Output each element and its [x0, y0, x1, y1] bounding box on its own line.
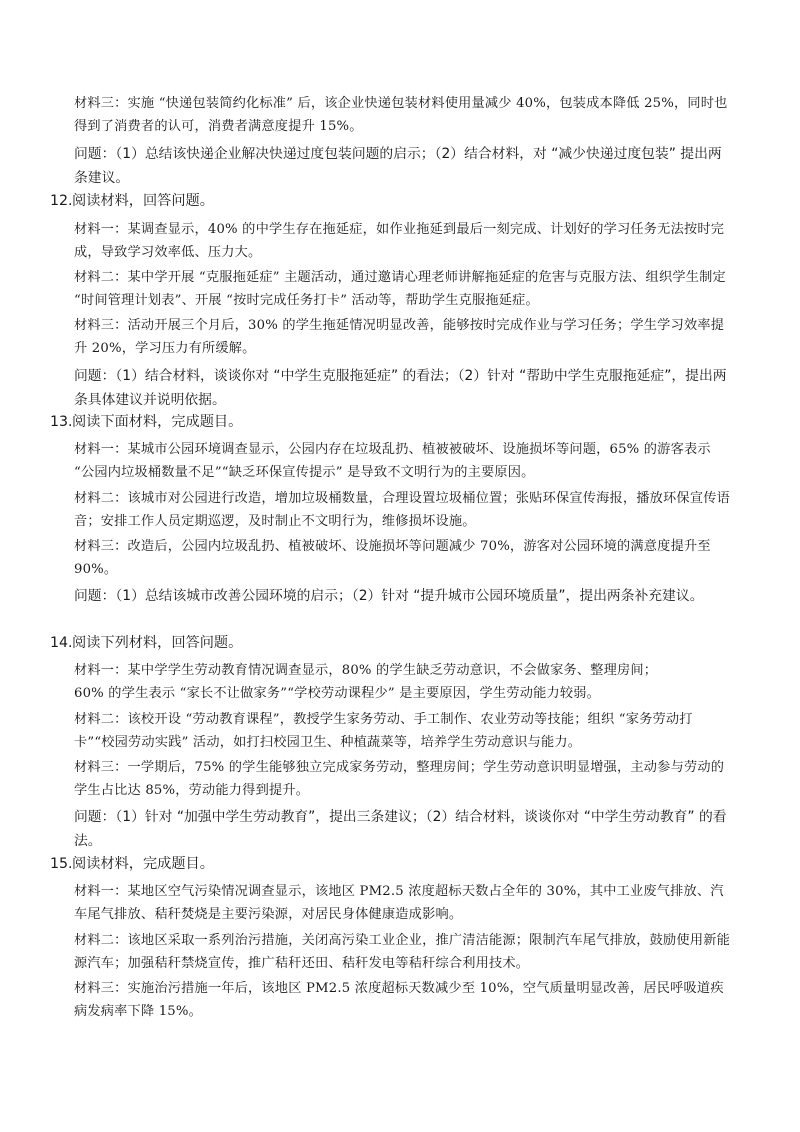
- q14-material3: 材料三：一学期后，75% 的学生能够独立完成家务劳动，整理房间；学生劳动意识明显增强，主动参与劳动的学生占比达 85%，劳动能力得到提升。: [74, 760, 725, 798]
- q12-heading: [50, 189, 214, 213]
- q14-heading: [50, 631, 242, 655]
- q11-question: 问题：（1）总结该快递企业解决快递过度包装问题的启示；（2）结合材料，对 “减少快递过度包装” 提出两条建议。: [74, 146, 722, 186]
- q12-material1: 材料一：某调查显示，40% 的中学生存在拖延症，如作业拖延到最后一刻完成、计划好的学习任务无法按时完成，导致学习效率低、压力大。: [74, 222, 725, 260]
- q15-number: 15.: [50, 856, 73, 872]
- q13-question: 问题：（1）总结该城市改善公园环境的启示；（2）针对 “提升城市公园环境质量”，提出两条补充建议。: [74, 588, 704, 604]
- q13-heading: [50, 410, 242, 434]
- q12-material3: 材料三：活动开展三个月后，30% 的学生拖延情况明显改善，能够按时完成作业与学习任务；学生学习效率提升 20%，学习压力有所缓解。: [74, 318, 725, 356]
- q15-material3: 材料三：实施治污措施一年后，该地区 PM2.5 浓度超标天数减少至 10%，空气质量明显改善，居民呼吸道疾病发病率下降 15%。: [74, 981, 724, 1019]
- q15-material2: 材料二：该地区采取一系列治污措施，关闭高污染工业企业，推广清洁能源；限制汽车尾气排放，鼓励使用新能源汽车；加强秸秆禁烧宣传，推广秸秆还田、秸秆发电等秸秆综合利用技术。: [74, 933, 730, 971]
- q13-number: 13.: [50, 414, 73, 430]
- q14-material2: 材料二：该校开设 “劳动教育课程”，教授学生家务劳动、手工制作、农业劳动等技能；组织 “家务劳动打卡”“校园劳动实践” 活动，如打扫校园卫生、种植蔬菜等，培养学生劳动意识与能力。: [74, 712, 693, 750]
- q14-material1-line1: 材料一：某中学学生劳动教育情况调查显示，80% 的学生缺乏劳动意识，不会做家务、整理房间；: [74, 663, 658, 678]
- q14-question: 问题：（1）针对 “加强中学生劳动教育”，提出三条建议；（2）结合材料，谈谈你对 “中学生劳动教育” 的看法。: [74, 809, 727, 849]
- q14-material1-line2: 60% 的学生表示 “家长不让做家务”“学校劳动课程少” 是主要原因，学生劳动能力较弱。: [74, 686, 601, 701]
- q14-heading-text: 阅读下列材料，回答问题。: [72, 635, 243, 651]
- q14-number: 14.: [50, 635, 73, 651]
- q15-material1: 材料一：某地区空气污染情况调查显示，该地区 PM2.5 浓度超标天数占全年的 30%，其中工业废气排放、汽车尾气排放、秸秆焚烧是主要污染源，对居民身体健康造成影响。: [74, 884, 724, 922]
- q12-heading-text: 阅读材料，回答问题。: [72, 193, 214, 209]
- q12-number: 12.: [50, 193, 73, 209]
- q11-material3: 材料三：实施 “快递包装简约化标准” 后，该企业快递包装材料使用量减少 40%，包装成本降低 25%，同时也得到了消费者的认可，消费者满意度提升 15%。: [74, 96, 728, 134]
- q12-question: 问题：（1）结合材料，谈谈你对 “中学生克服拖延症” 的看法；（2）针对 “帮助中学生克服拖延症”，提出两条具体建议并说明依据。: [74, 368, 727, 408]
- q15-heading: [50, 852, 214, 876]
- q13-material3: 材料三：改造后，公园内垃圾乱扔、植被破坏、设施损坏等问题减少 70%，游客对公园环境的满意度提升至 90%。: [74, 539, 711, 577]
- q13-heading-text: 阅读下面材料，完成题目。: [72, 414, 243, 430]
- q15-heading-text: 阅读材料，完成题目。: [72, 856, 214, 872]
- q13-material1: 材料一：某城市公园环境调查显示，公园内存在垃圾乱扔、植被被破坏、设施损坏等问题，65% 的游客表示 “公园内垃圾桶数量不足”“缺乏环保宣传提示” 是导致不文明行为的主要原因。: [74, 442, 711, 480]
- q12-material2: 材料二：某中学开展 “克服拖延症” 主题活动，通过邀请心理老师讲解拖延症的危害与克服方法、组织学生制定 “时间管理计划表”、开展 “按时完成任务打卡” 活动等，帮助学生克服拖延症。: [74, 270, 726, 308]
- q13-material2: 材料二：该城市对公园进行改造，增加垃圾桶数量，合理设置垃圾桶位置；张贴环保宣传海报，播放环保宣传语音；安排工作人员定期巡逻，及时制止不文明行为，维修损坏设施。: [74, 491, 730, 529]
